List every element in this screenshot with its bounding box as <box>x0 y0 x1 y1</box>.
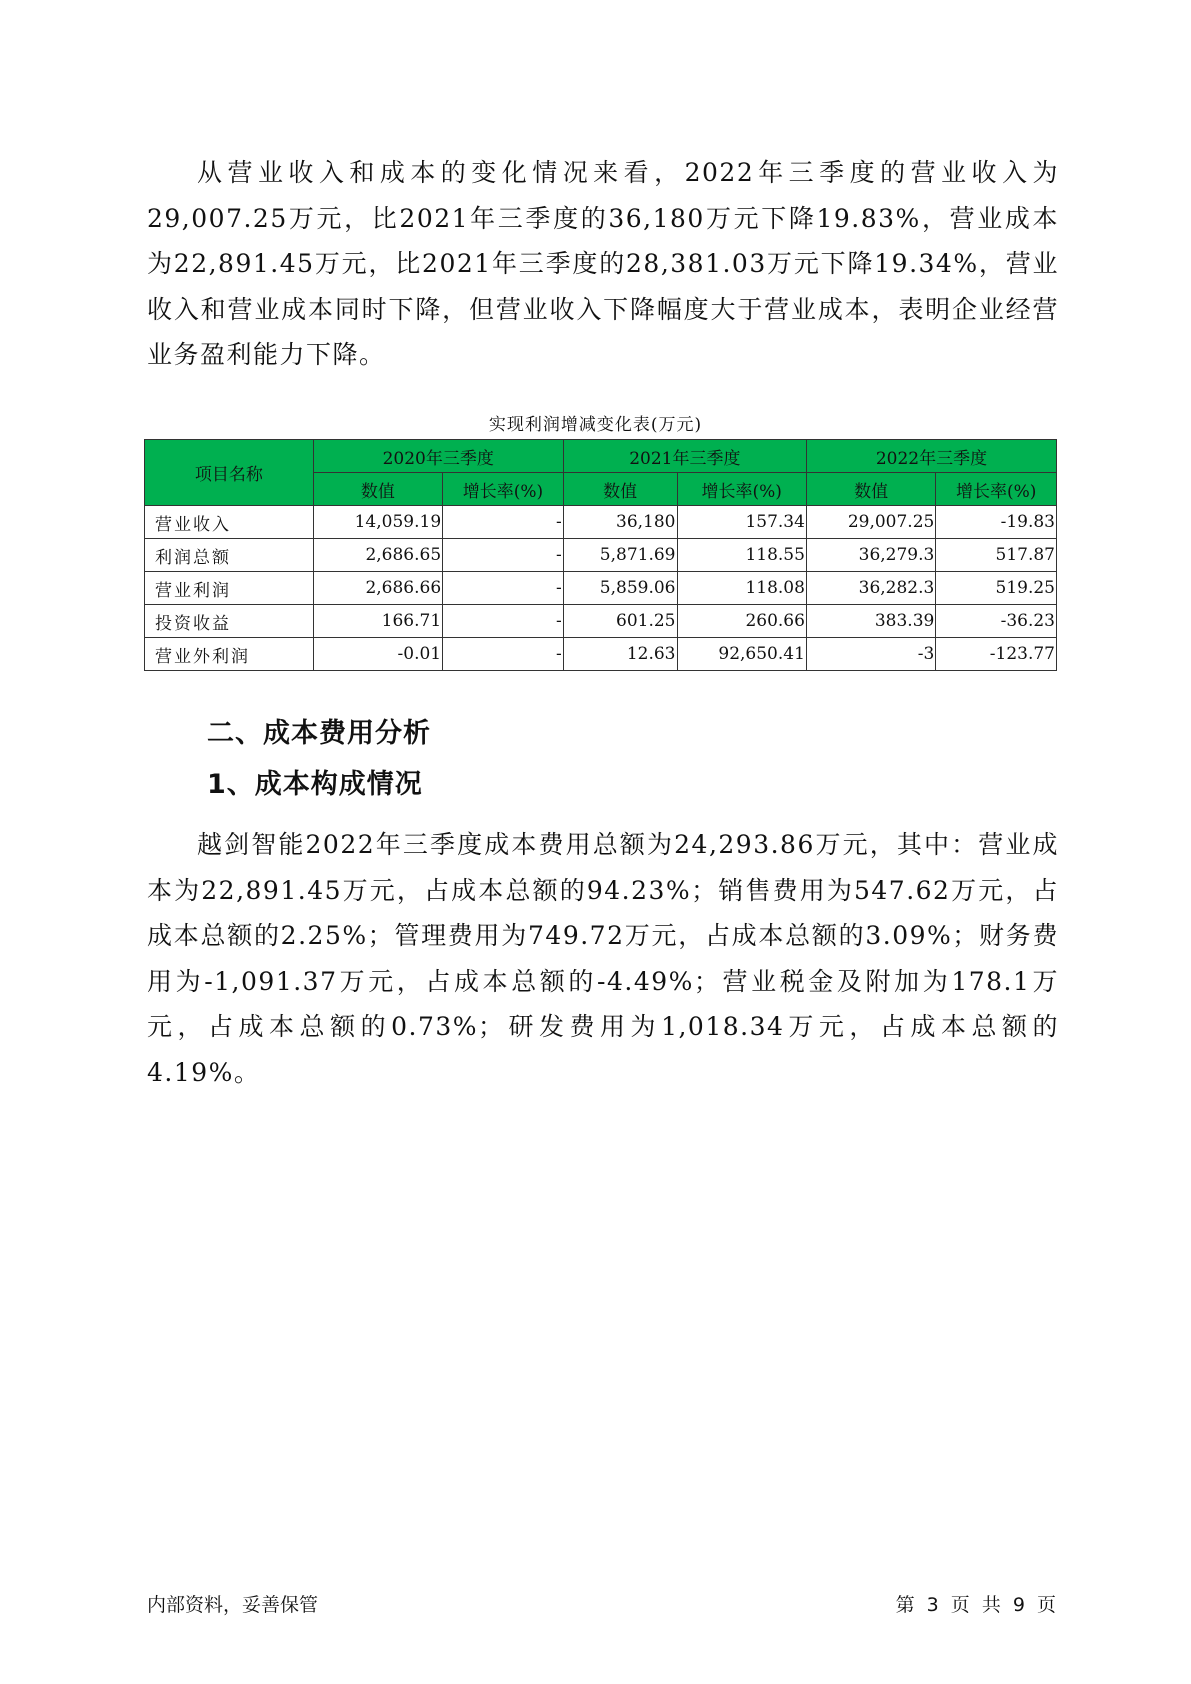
header-growth: 增长率(%) <box>677 473 806 506</box>
growth-cell: - <box>443 506 564 539</box>
value-cell: 383.39 <box>806 605 935 638</box>
table-row <box>145 605 1057 638</box>
growth-cell: 157.34 <box>677 506 806 539</box>
value-cell: 5,859.06 <box>563 572 677 605</box>
header-period: 2022年三季度 <box>806 440 1056 473</box>
table-row <box>145 539 1057 572</box>
value-cell: 166.71 <box>313 605 442 638</box>
table-caption: 实现利润增减变化表(万元) <box>488 415 703 435</box>
growth-cell: 92,650.41 <box>677 638 806 671</box>
footer-confidential: 内部资料，妥善保管 <box>147 1594 319 1616</box>
growth-cell: - <box>443 539 564 572</box>
value-cell: 36,282.3 <box>806 572 935 605</box>
growth-cell: 118.55 <box>677 539 806 572</box>
growth-cell: - <box>443 572 564 605</box>
footer-page-number: 第 3 页 共 9 页 <box>895 1594 1056 1616</box>
growth-cell: - <box>443 605 564 638</box>
row-label: 投资收益 <box>145 605 314 638</box>
header-period: 2021年三季度 <box>563 440 806 473</box>
table-row <box>145 572 1057 605</box>
header-value: 数值 <box>563 473 677 506</box>
section-heading: 二、成本费用分析 <box>207 718 431 749</box>
row-label: 营业外利润 <box>145 638 314 671</box>
value-cell: 29,007.25 <box>806 506 935 539</box>
value-cell: 36,180 <box>563 506 677 539</box>
value-cell: -3 <box>806 638 935 671</box>
growth-cell: - <box>443 638 564 671</box>
value-cell: 601.25 <box>563 605 677 638</box>
header-growth: 增长率(%) <box>443 473 564 506</box>
subsection-heading: 1、成本构成情况 <box>207 769 423 800</box>
growth-cell: 118.08 <box>677 572 806 605</box>
growth-cell: -123.77 <box>936 638 1057 671</box>
table-row <box>145 506 1057 539</box>
header-value: 数值 <box>313 473 442 506</box>
row-label: 利润总额 <box>145 539 314 572</box>
growth-cell: -36.23 <box>936 605 1057 638</box>
value-cell: 12.63 <box>563 638 677 671</box>
paragraph-revenue-cost: 从营业收入和成本的变化情况来看，2022年三季度的营业收入为29,007.25万元，比2021年三季度的36,180万元下降19.83%，营业成本为22,891.45万元，比2021年三季度的28,381.03万元下降19.34%，营业收入和营业成本同时下降，但营业收入下降幅度大于营业成本，表明企业经营业务盈利能力下降。 <box>147 158 1059 369</box>
growth-cell: 260.66 <box>677 605 806 638</box>
row-label: 营业收入 <box>145 506 314 539</box>
value-cell: 14,059.19 <box>313 506 442 539</box>
paragraph-cost-composition: 越剑智能2022年三季度成本费用总额为24,293.86万元，其中：营业成本为22,891.45万元，占成本总额的94.23%；销售费用为547.62万元，占成本总额的2.25%；管理费用为749.72万元，占成本总额的3.09%；财务费用为-1,091.37万元，占成本总额的-4.49%；营业税金及附加为178.1万元，占成本总额的0.73%；研发费用为1,018.34万元，占成本总额的4.19%。 <box>147 830 1059 1087</box>
value-cell: 2,686.65 <box>313 539 442 572</box>
value-cell: 5,871.69 <box>563 539 677 572</box>
row-label: 营业利润 <box>145 572 314 605</box>
header-period: 2020年三季度 <box>313 440 563 473</box>
profit-change-table <box>144 439 1057 671</box>
value-cell: 2,686.66 <box>313 572 442 605</box>
header-value: 数值 <box>806 473 935 506</box>
header-growth: 增长率(%) <box>936 473 1057 506</box>
value-cell: -0.01 <box>313 638 442 671</box>
header-item-name: 项目名称 <box>145 440 314 506</box>
growth-cell: 519.25 <box>936 572 1057 605</box>
growth-cell: 517.87 <box>936 539 1057 572</box>
growth-cell: -19.83 <box>936 506 1057 539</box>
table-row <box>145 638 1057 671</box>
value-cell: 36,279.3 <box>806 539 935 572</box>
